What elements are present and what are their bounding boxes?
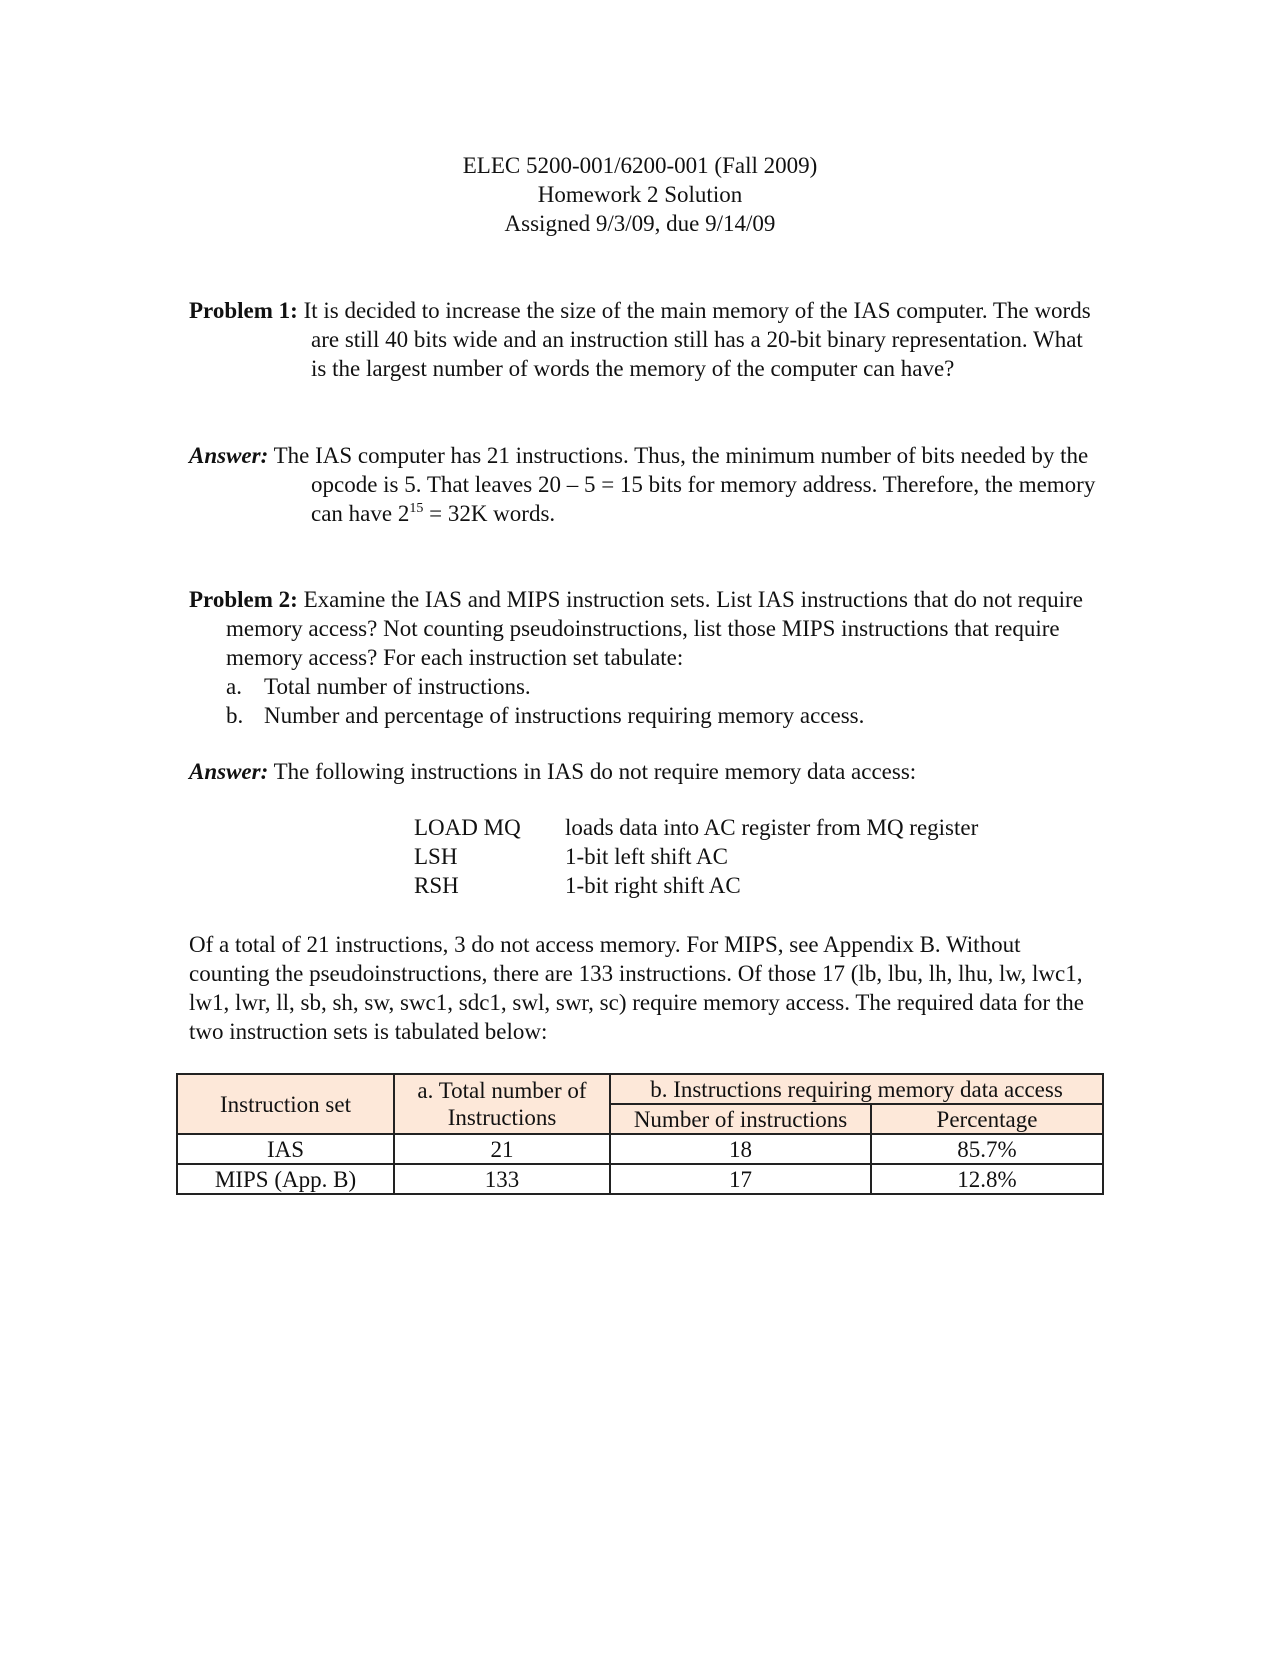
answer-1-label: Answer:: [189, 443, 269, 468]
instruction-op: LSH: [414, 844, 458, 869]
document-header: [0, 151, 1280, 238]
results-table: [176, 1073, 1104, 1195]
instruction-desc: loads data into AC register from MQ register: [565, 815, 979, 840]
instruction-op: LOAD MQ: [414, 815, 521, 840]
header-total-line2: Instructions: [447, 1105, 557, 1130]
table-header-row: [177, 1074, 1103, 1104]
header-memory-access: b. Instructions requiring memory data access: [610, 1074, 1103, 1104]
assignment-title: Homework 2 Solution: [537, 182, 743, 207]
instruction-desc: 1-bit right shift AC: [565, 873, 741, 898]
ias-instruction-list: [414, 814, 978, 901]
list-item: [189, 672, 1099, 701]
cell-set: MIPS (App. B): [177, 1164, 394, 1194]
answer-2-label: Answer:: [189, 759, 269, 784]
answer-2-text: The following instructions in IAS do not require memory data access:: [273, 759, 917, 784]
list-item-text: Total number of instructions.: [264, 674, 531, 699]
cell-total: 21: [394, 1134, 610, 1164]
cell-percentage: 12.8%: [871, 1164, 1103, 1194]
table-row: [414, 872, 978, 901]
header-count: Number of instructions: [610, 1104, 871, 1134]
instruction-desc: 1-bit left shift AC: [565, 844, 728, 869]
instruction-op: RSH: [414, 873, 459, 898]
problem-2-label: Problem 2:: [189, 587, 298, 612]
cell-set: IAS: [177, 1134, 394, 1164]
cell-percentage: 85.7%: [871, 1134, 1103, 1164]
problem-2: [189, 585, 1099, 730]
problem-2-text: Examine the IAS and MIPS instruction sets. List IAS instructions that do not require memory access? Not counting pseudoinstructions, list those MIPS instructions that require memory access? For each instruction set tabulate:: [226, 587, 1083, 670]
cell-count: 18: [610, 1134, 871, 1164]
cell-count: 17: [610, 1164, 871, 1194]
table-row: [177, 1164, 1103, 1194]
answer-1-text-end: = 32K words.: [423, 501, 556, 526]
list-item-text: Number and percentage of instructions requiring memory access.: [264, 703, 865, 728]
assignment-dates: Assigned 9/3/09, due 9/14/09: [504, 211, 776, 236]
answer-2: [189, 757, 1099, 786]
list-item: [189, 701, 1099, 730]
cell-total: 133: [394, 1164, 610, 1194]
problem-1-label: Problem 1:: [189, 298, 298, 323]
answer-1-exponent: 15: [409, 501, 424, 516]
table-row: [414, 843, 978, 872]
list-marker: a.: [226, 674, 242, 699]
header-percentage: Percentage: [871, 1104, 1103, 1134]
table-row: [177, 1134, 1103, 1164]
course-title: ELEC 5200-001/6200-001 (Fall 2009): [462, 153, 818, 178]
problem-1: [189, 296, 1099, 383]
answer-2-summary: Of a total of 21 instructions, 3 do not access memory. For MIPS, see Appendix B. Without counting the pseudoinstructions, there are 133 instructions. Of those 17 (lb, lbu, lh, lhu, lw, lwc1, lw1, lwr, ll, sb, sh, sw, swc1, sdc1, swl, swr, sc) require memory access. The required data for the two instruction sets is tabulated below:: [189, 932, 1084, 1044]
header-total-line1: a. Total number of: [417, 1078, 587, 1103]
answer-1-text: The IAS computer has 21 instructions. Thus, the minimum number of bits needed by the opcode is 5. That leaves 20 – 5 = 15 bits for memory address. Therefore, the memory can have 2: [273, 443, 1096, 526]
table-row: [414, 814, 978, 843]
problem-1-text: It is decided to increase the size of the main memory of the IAS computer. The words are still 40 bits wide and an instruction still has a 20-bit binary representation. What is the largest number of words the memory of the computer can have?: [303, 298, 1091, 381]
answer-1: [189, 441, 1099, 528]
header-total: [394, 1074, 610, 1134]
header-instruction-set: Instruction set: [177, 1074, 394, 1134]
list-marker: b.: [226, 703, 244, 728]
